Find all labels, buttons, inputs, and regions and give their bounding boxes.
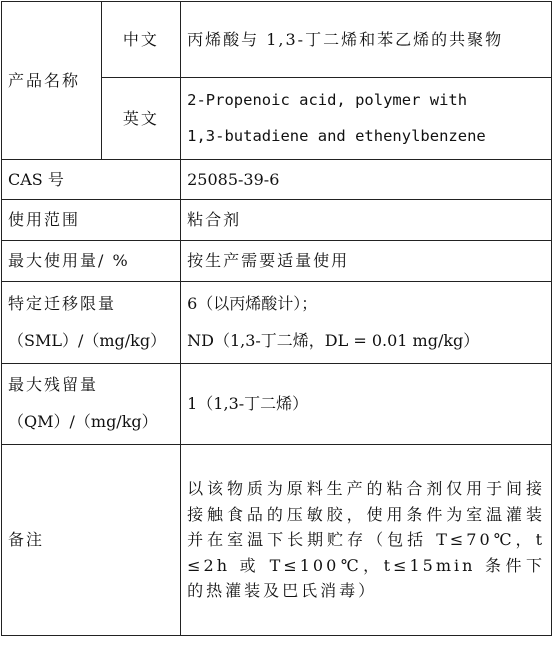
remark-value: 以该物质为原料生产的粘合剂仅用于间接接触食品的压敏胶，使用条件为室温灌装并在室温下长期贮存（包括 T≤70℃，t≤2h 或 T≤100℃，t≤15min 条件下的热灌装及巴氏消毒） bbox=[181, 445, 552, 636]
remark-label: 备注 bbox=[2, 445, 181, 636]
sml-label-line2: （SML）/（mg/kg） bbox=[8, 330, 167, 350]
qm-label-line2: （QM）/（mg/kg） bbox=[8, 412, 158, 431]
product-name-label: 产品名称 bbox=[2, 2, 102, 160]
substance-spec-table bbox=[1, 1, 552, 636]
cas-value: 25085-39-6 bbox=[181, 160, 552, 200]
row-usage bbox=[2, 200, 552, 241]
usage-label: 使用范围 bbox=[2, 200, 181, 241]
english-label: 英文 bbox=[101, 78, 181, 160]
sml-value bbox=[181, 282, 552, 364]
max-use-label: 最大使用量/ % bbox=[2, 241, 181, 282]
english-name-line2: 1,3-butadiene and ethenylbenzene bbox=[187, 126, 486, 145]
max-use-value: 按生产需要适量使用 bbox=[181, 241, 552, 282]
chinese-name-value: 丙烯酸与 1,3-丁二烯和苯乙烯的共聚物 bbox=[181, 2, 552, 78]
english-name-line1: 2-Propenoic acid, polymer with bbox=[187, 90, 468, 109]
qm-label bbox=[2, 364, 181, 445]
sml-value-line2: ND（1,3-丁二烯，DL = 0.01 mg/kg） bbox=[187, 330, 480, 350]
english-name-value bbox=[181, 78, 552, 160]
sml-label bbox=[2, 282, 181, 364]
usage-value: 粘合剂 bbox=[181, 200, 552, 241]
qm-value: 1（1,3-丁二烯） bbox=[181, 364, 552, 445]
row-sml bbox=[2, 282, 552, 364]
sml-value-line1: 6（以丙烯酸计）； bbox=[187, 293, 318, 313]
row-qm bbox=[2, 364, 552, 445]
row-remark bbox=[2, 445, 552, 636]
cas-label: CAS 号 bbox=[2, 160, 181, 200]
chinese-label: 中文 bbox=[101, 2, 181, 78]
row-cas bbox=[2, 160, 552, 200]
row-chinese-name bbox=[2, 2, 552, 78]
row-max-use bbox=[2, 241, 552, 282]
qm-label-line1: 最大残留量 bbox=[8, 375, 99, 395]
sml-label-line1: 特定迁移限量 bbox=[8, 293, 117, 313]
